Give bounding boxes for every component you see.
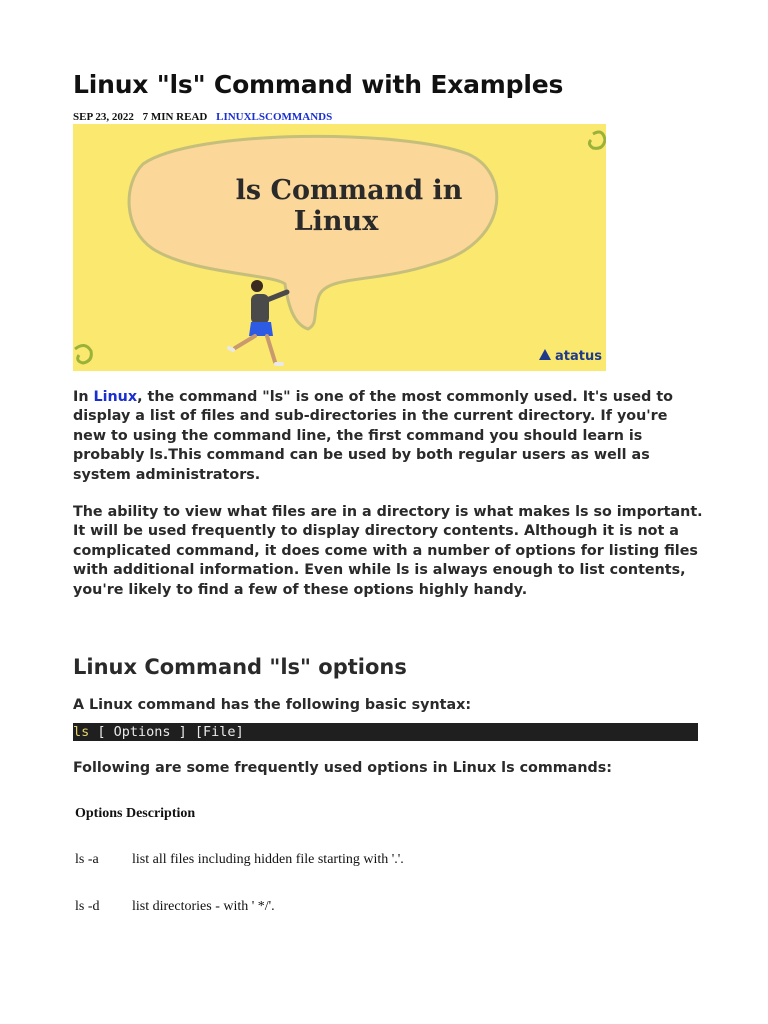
read-time: 7 MIN READ xyxy=(142,111,208,123)
syntax-intro: A Linux command has the following basic syntax: xyxy=(73,697,472,713)
article-meta xyxy=(73,111,332,123)
option-description: list directories - with ' */'. xyxy=(132,899,275,914)
linux-link[interactable]: Linux xyxy=(93,389,138,405)
intro-paragraph-1: In Linux, the command "ls" is one of the most commonly used. It's used to display a list of files and sub-directories in the current directory. If you're new to using the command line, the first command you should learn is probably ls.This command can be used by both regular users as well as system administrators. xyxy=(73,389,673,483)
option-row xyxy=(75,852,404,868)
options-table-header: Options Description xyxy=(75,806,196,821)
hero-heading-line2: Linux xyxy=(293,206,379,237)
hero-heading-line1: ls Command in xyxy=(235,175,463,206)
option-row xyxy=(75,899,275,915)
frequent-options-intro: Following are some frequently used options in Linux ls commands: xyxy=(73,760,612,776)
syntax-arguments: [ Options ] [File] xyxy=(89,724,244,740)
syntax-code-block xyxy=(73,723,698,741)
tag-link[interactable]: LINUXLSCOMMANDS xyxy=(216,111,333,123)
syntax-command: ls xyxy=(73,724,90,740)
option-flag: ls -d xyxy=(75,899,100,914)
hero-brand: atatus xyxy=(555,349,602,364)
section-heading: Linux Command "ls" options xyxy=(73,655,407,679)
intro-paragraph-2: The ability to view what files are in a directory is what makes ls so important. It will be used frequently to display directory contents. Although it is not a complicated command, it does come with a number of options for listing files with additional information. Even while ls is always enough to list contents, you're likely to find a few of these options highly handy. xyxy=(73,504,703,598)
option-description: list all files including hidden file starting with '.'. xyxy=(132,852,404,867)
hero-image xyxy=(73,124,606,371)
article-title: Linux "ls" Command with Examples xyxy=(73,70,564,99)
publish-date: SEP 23, 2022 xyxy=(73,111,134,123)
option-flag: ls -a xyxy=(75,852,99,867)
